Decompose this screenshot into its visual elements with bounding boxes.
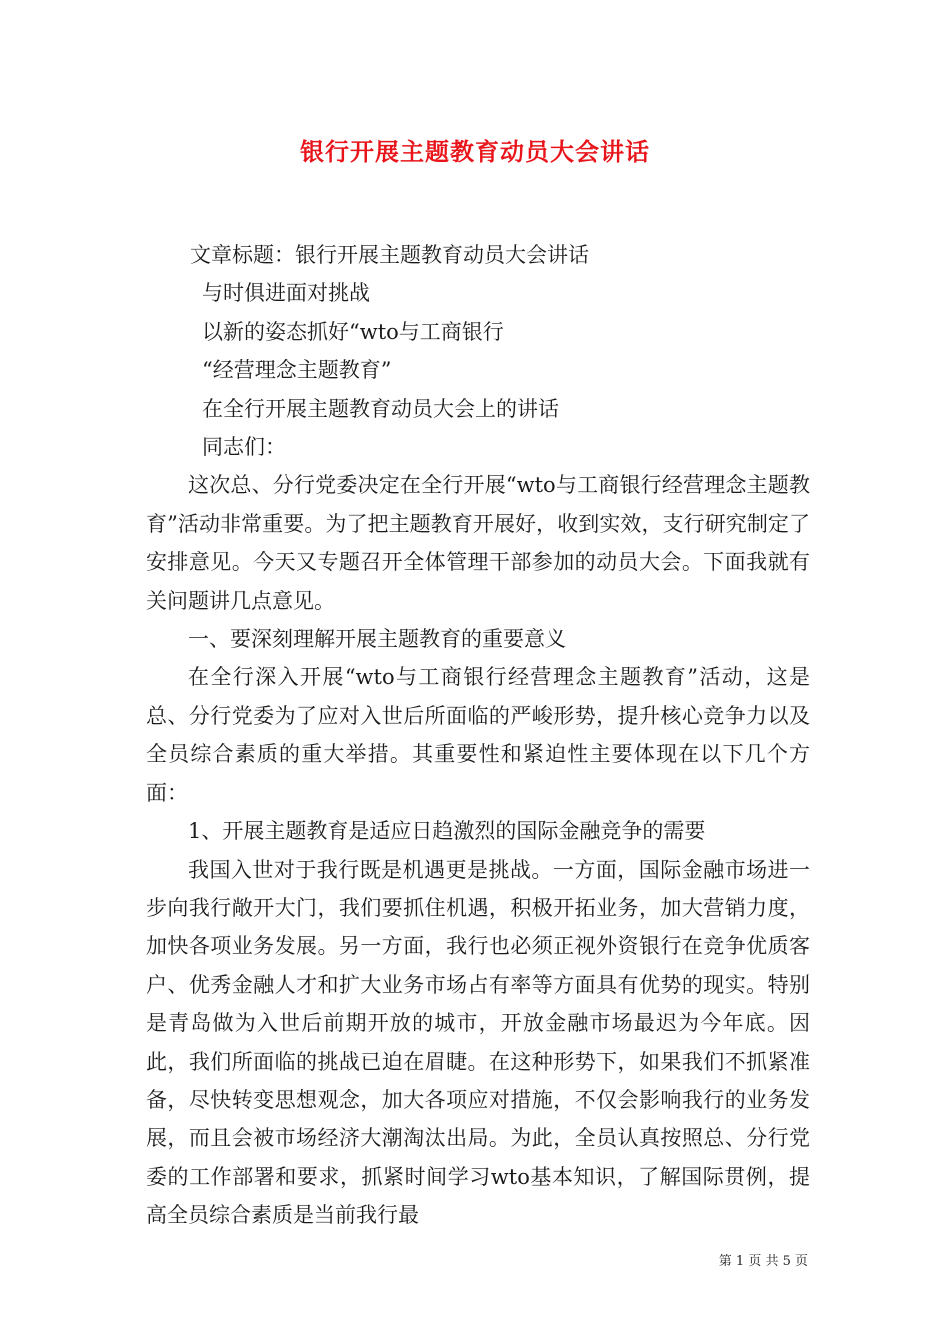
subsection-heading-1: 1、开展主题教育是适应日趋激烈的国际金融竞争的需要 [188,819,706,844]
paragraph-importance: 在全行深入开展“wto与工商银行经营理念主题教育”活动，这是总、分行党委为了应对入世后所面临的严峻形势，提升核心竞争力以及全员综合素质的重大举措。其重要性和紧迫性主要体现在以下几个方面： [146,665,810,805]
paragraph-wto-challenge: 我国入世对于我行既是机遇更是挑战。一方面，国际金融市场进一步向我行敞开大门，我们要抓住机遇，积极开拓业务，加大营销力度，加快各项业务发展。另一方面，我行也必须正视外资银行在竞争优质客户、优秀金融人才和扩大业务市场占有率等方面具有优势的现实。特别是青岛做为入世后前期开放的城市，开放金融市场最迟为今年底。因此，我们所面临的挑战已迫在眉睫。在这种形势下，如果我们不抓紧准备，尽快转变思想观念，加大各项应对措施，不仅会影响我行的业务发展，而且会被市场经济大潮淘汰出局。为此，全员认真按照总、分行党委的工作部署和要求，抓紧时间学习wto基本知识，了解国际贯例，提高全员综合素质是当前我行最 [146,857,810,1228]
subtitle-line-4: 在全行开展主题教育动员大会上的讲话 [202,396,559,421]
subtitle-line-1: 与时俱进面对挑战 [202,281,370,306]
salutation: 同志们： [202,435,286,460]
page-title: 银行开展主题教育动员大会讲话 [300,137,650,166]
paragraph-intro: 这次总、分行党委决定在全行开展“wto与工商银行经营理念主题教育”活动非常重要。为了把主题教育开展好，收到实效，支行研究制定了安排意见。今天又专题召开全体管理干部参加的动员大会。下面我就有关问题讲几点意见。 [146,473,810,613]
section-heading-1: 一、要深刻理解开展主题教育的重要意义 [188,627,566,652]
page-number: 第 1 页 共 5 页 [718,1254,808,1269]
document-body [146,236,810,1235]
subtitle-line-2: 以新的姿态抓好“wto与工商银行 [202,319,504,344]
article-title-line: 文章标题：银行开展主题教育动员大会讲话 [190,243,589,267]
subtitle-line-3: “经营理念主题教育” [202,358,392,383]
